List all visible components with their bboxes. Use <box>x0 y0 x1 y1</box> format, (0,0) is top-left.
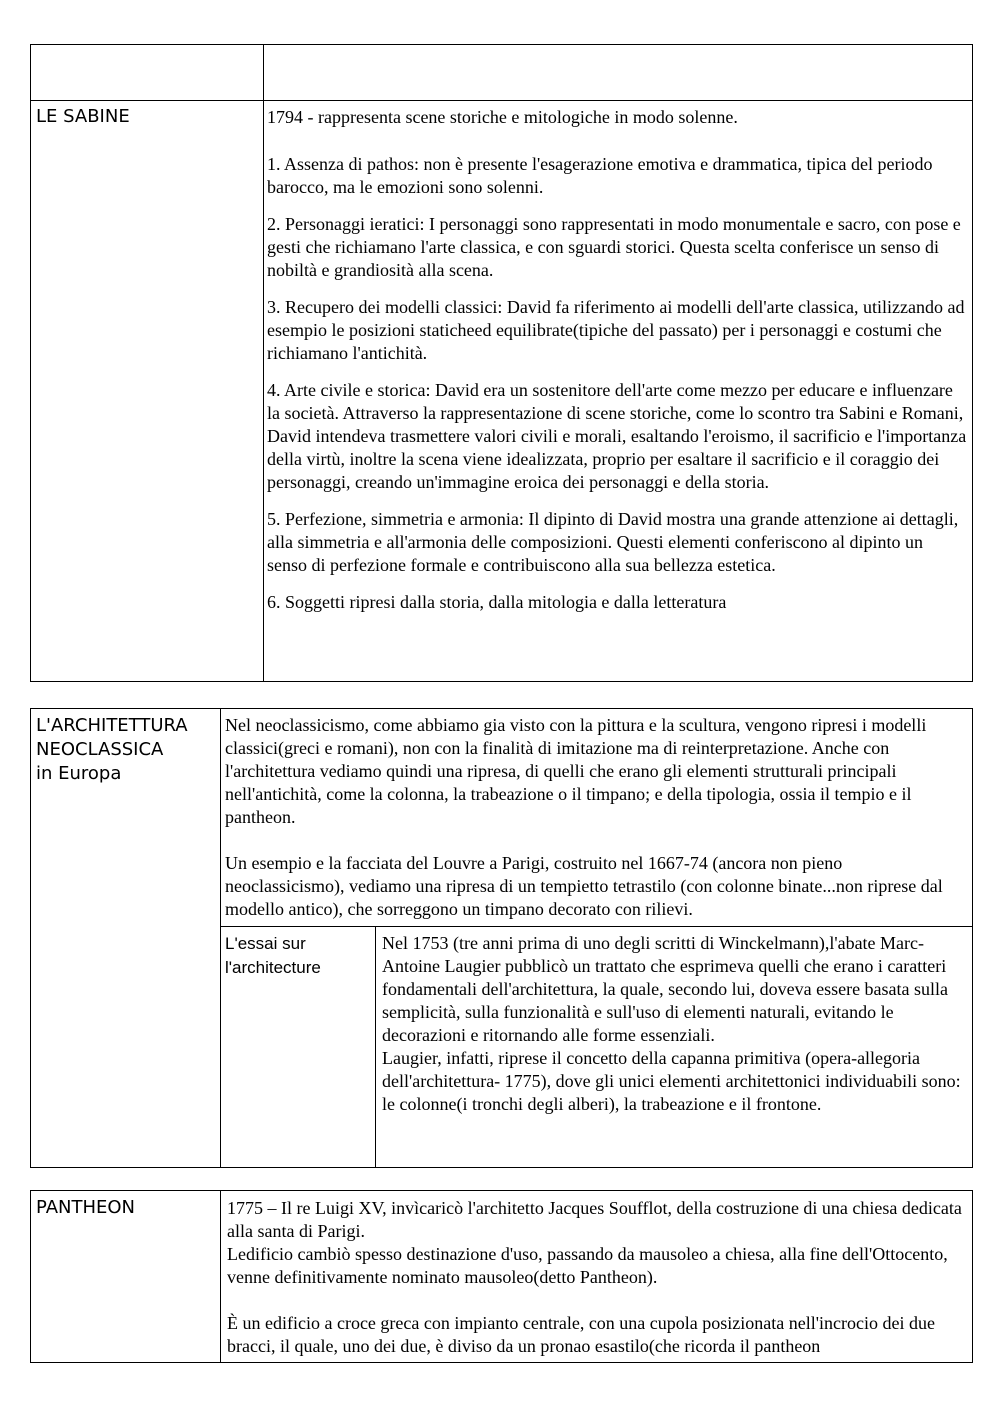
intro-paragraph-1: Nel neoclassicismo, come abbiamo gia visto con la pittura e la scultura, vengono ripresi i modelli classici(greci e romani), non con la finalità di imitazione ma di reinterpretazione. Anche con l'architettura vediamo quindi una ripresa, di quelli che erano gli elementi strutturali principali nell'antichità, come la colonna, la trabeazione o il timpano; e della tipologia, ossia il tempio e il pantheon. <box>225 715 927 827</box>
label-architettura-neoclassica: L'ARCHITETTURA NEOCLASSICA in Europa <box>36 715 188 784</box>
intro-paragraph-2: Un esempio e la facciata del Louvre a Parigi, costruito nel 1667-74 (ancora non pieno neoclassicismo), vediamo una ripresa di un tempietto tetrastilo (con colonne binate...non riprese dal modello antico), che sorreggono un timpano decorato con rilievi. <box>225 853 943 919</box>
label-pantheon: PANTHEON <box>36 1197 136 1218</box>
paragraph-intro: 1794 - rappresenta scene storiche e mitologiche in modo solenne. <box>267 107 738 127</box>
architettura-intro <box>225 714 965 935</box>
le-sabine-description <box>267 106 967 628</box>
paragraph-point-6: 6. Soggetti ripresi dalla storia, dalla mitologia e dalla letteratura <box>267 592 727 612</box>
paragraph-point-3: 3. Recupero dei modelli classici: David fa riferimento ai modelli dell'arte classica, utilizzando ad esempio le posizioni staticheed equilibrate(tipiche del passato) per i personaggi e costumi che richiamano l'antichità. <box>267 297 965 363</box>
label-essai-sur-architecture: L'essai sur l'architecture <box>225 934 321 977</box>
paragraph-point-1: 1. Assenza di pathos: non è presente l'esagerazione emotiva e drammatica, tipica del periodo barocco, ma le emozioni sono solenni. <box>267 154 933 197</box>
row-divider <box>31 100 972 101</box>
pantheon-paragraph-1: 1775 – Il re Luigi XV, invìcaricò l'architetto Jacques Soufflot, della costruzione di una chiesa dedicata alla santa di Parigi. Ledificio cambiò spesso destinazione d'uso, passando da mausoleo a chiesa, alla fine dell'Ottocento, venne definitivamente nominato mausoleo(detto Pantheon). <box>227 1198 962 1287</box>
paragraph-point-4: 4. Arte civile e storica: David era un sostenitore dell'arte come mezzo per educare e influenzare la società. Attraverso la rappresentazione di scene storiche, come lo scontro tra Sabini e Romani, David intendeva trasmettere valori civili e morali, esaltando l'eroismo, il sacrificio e l'importanza della virtù, inoltre la scena viene idealizzata, proprio per esaltare il sacrificio e il coraggio dei personaggi, creando un'immagine eroica dei personaggi e della storia. <box>267 380 967 492</box>
pantheon-paragraph-2: È un edificio a croce greca con impianto centrale, con una cupola posizionata nell'incrocio dei due bracci, il quale, uno dei due, è diviso da un pronao esastilo(che ricorda il pantheon <box>227 1313 935 1356</box>
table-architettura-neoclassica <box>30 708 973 1168</box>
table-le-sabine <box>30 44 973 682</box>
paragraph-point-5: 5. Perfezione, simmetria e armonia: Il dipinto di David mostra una grande attenzione ai dettagli, alla simmetria e all'armonia delle composizioni. Questi elementi conferiscono al dipinto un senso di perfezione formale e contribuiscono alla sua bellezza estetica. <box>267 509 959 575</box>
sub-column-divider <box>375 926 376 1167</box>
essai-description: Nel 1753 (tre anni prima di uno degli scritti di Winckelmann),l'abate Marc-Antoine Laugier pubblicò un trattato che esprimeva quelli che erano i caratteri fondamentali dell'architettura, la quale, secondo lui, doveva essere basata sulla semplicità, sulla funzionalità e sull'uso di elementi naturali, evitando le decorazioni e ritornando alle forme essenziali. Laugier, infatti, riprese il concetto della capanna primitiva (opera-allegoria dell'architettura- 1775), dove gli unici elementi architettonici individuabili sono: le colonne(i tronchi degli alberi), la trabeazione e il frontone. <box>382 933 961 1114</box>
table-pantheon <box>30 1190 973 1363</box>
column-divider <box>263 45 264 681</box>
pantheon-description <box>227 1197 967 1372</box>
label-le-sabine: LE SABINE <box>36 106 130 127</box>
column-divider <box>220 1191 221 1362</box>
column-divider <box>220 709 221 1167</box>
paragraph-point-2: 2. Personaggi ieratici: I personaggi sono rappresentati in modo monumentale e sacro, con pose e gesti che richiamano l'arte classica, e con sguardi storici. Questa scelta conferisce un senso di nobiltà e grandiosità alla scena. <box>267 214 961 280</box>
